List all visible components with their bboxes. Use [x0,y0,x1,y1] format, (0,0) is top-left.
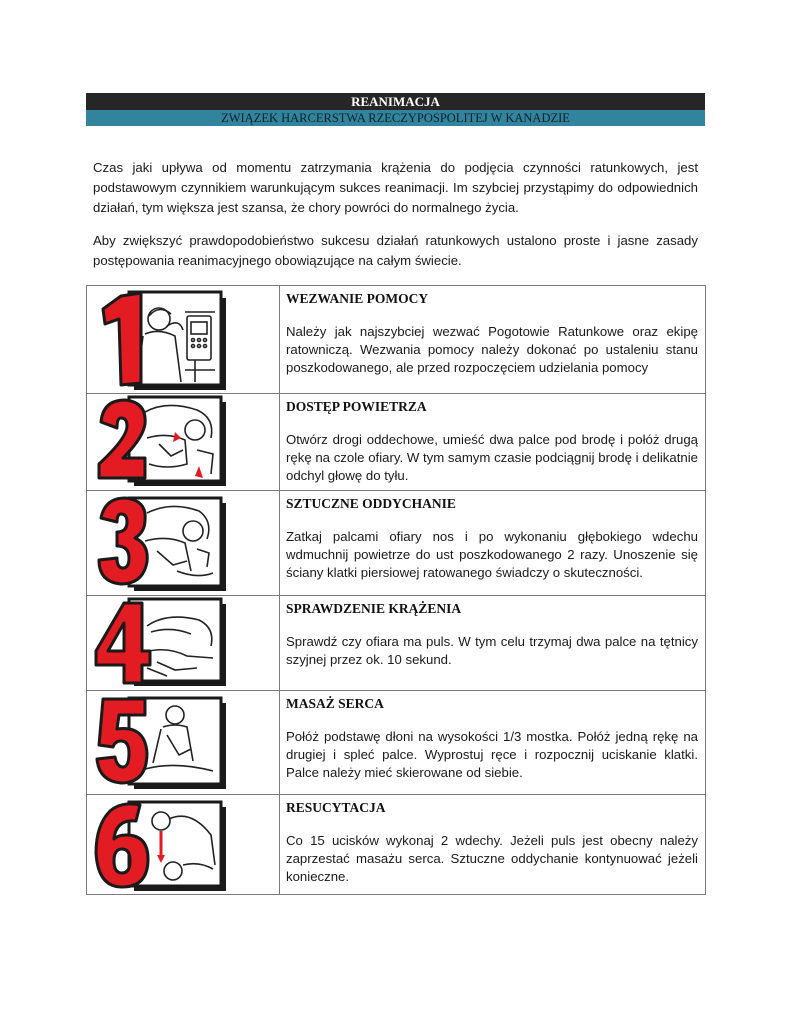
steps-table [86,285,706,895]
step-description: Połóż podstawę dłoni na wysokości 1/3 mostka. Połóż jedną rękę na drugiej i spleć palce. Wyprostuj ręce i rozpocznij uciskanie klatki. Palce należy mieć skierowane od siebie. [286,729,698,780]
step-title: SZTUCZNE ODDYCHANIE [286,496,456,511]
step-description: Otwórz drogi oddechowe, umieść dwa palce pod brodę i połóż drugą rękę na czole ofiary. W tym samym czasie podciągnij brodę i delikatnie odchyl głowę do tyłu. [286,432,698,483]
step-number-icon [93,496,153,592]
step-text-cell [280,795,706,895]
intro-paragraph-1: Czas jaki upływa od momentu zatrzymania krążenia do podjęcia czynności ratunkowych, jest podstawowym czynnikiem warunkującym sukces reanimacji. Im szybciej przystąpimy do odpowiednich działań, tym większa jest szansa, że chory powróci do normalnego życia. [93,160,698,215]
step-image-cell [87,691,280,795]
step-image-cell [87,286,280,394]
step-description: Sprawdź czy ofiara ma puls. W tym celu trzymaj dwa palce na tętnicy szyjnej przez ok. 10 sekund. [286,634,698,667]
step-row-4 [87,596,706,691]
step-row-6 [87,795,706,895]
step-text-cell [280,596,706,691]
step-image-cell [87,394,280,491]
step-description: Należy jak najszybciej wezwać Pogotowie Ratunkowe oraz ekipę ratowniczą. Wezwania pomocy należy dokonać po ustaleniu stanu poszkodowanego, ale przed rozpoczęciem udzielania pomocy [286,324,698,375]
step-text-cell [280,394,706,491]
intro-paragraph-2: Aby zwiększyć prawdopodobieństwo sukcesu działań ratunkowych ustalono proste i jasne zasady postępowania reanimacyjnego obowiązujące na całym świecie. [93,233,698,268]
step-row-2 [87,394,706,491]
step-number-icon [92,799,154,895]
document-subtitle: ZWIĄZEK HARCERSTWA RZECZYPOSPOLITEJ W KANADZIE [86,110,705,126]
step-title: MASAŻ SERCA [286,696,384,711]
step-number-icon [93,398,153,488]
step-number-icon [93,291,153,391]
step-title: RESUCYTACJA [286,800,386,815]
step-text-cell [280,491,706,596]
step-description: Co 15 ucisków wykonaj 2 wdechy. Jeżeli puls jest obecny należy zaprzestać masażu serca. Sztuczne oddychanie kontynuować jeżeli konieczne. [286,833,698,884]
step-number-icon [92,599,154,689]
step-row-5 [87,691,706,795]
step-text-cell [280,286,706,394]
step-number-icon [93,695,153,791]
step-image-cell [87,795,280,895]
document-title: REANIMACJA [86,93,705,110]
step-image-cell [87,596,280,691]
step-title: WEZWANIE POMOCY [286,291,429,306]
step-row-1 [87,286,706,394]
step-image-cell [87,491,280,596]
step-title: SPRAWDZENIE KRĄŻENIA [286,601,462,616]
step-title: DOSTĘP POWIETRZA [286,399,427,414]
step-text-cell [280,691,706,795]
step-description: Zatkaj palcami ofiary nos i po wykonaniu głębokiego wdechu wdmuchnij powietrze do ust poszkodowanego 2 razy. Unoszenie się ściany klatki piersiowej ratowanego świadczy o skuteczności. [286,529,698,580]
step-row-3 [87,491,706,596]
